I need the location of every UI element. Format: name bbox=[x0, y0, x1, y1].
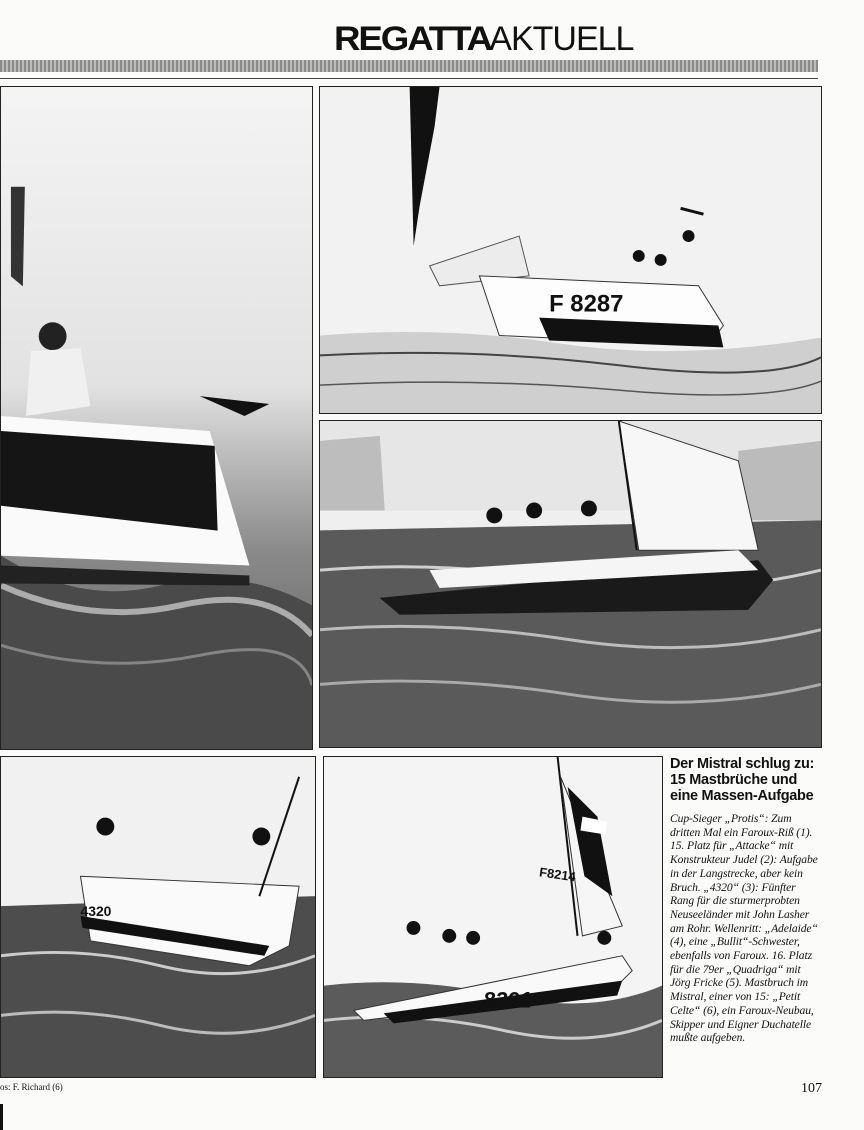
photo-bottom-center bbox=[323, 756, 663, 1078]
sail-number-f8214: F8214 bbox=[538, 864, 577, 885]
page-number: 107 bbox=[801, 1081, 822, 1096]
photo-bottom-left bbox=[0, 756, 316, 1078]
section-title-bold: REGATTA bbox=[334, 20, 491, 58]
header-rule bbox=[0, 78, 818, 79]
header-band bbox=[0, 60, 818, 72]
photo-middle-right bbox=[319, 420, 822, 748]
magazine-section-title bbox=[334, 20, 633, 60]
caption-headline: Der Mistral schlug zu: 15 Mastbrüche und eine Massen-Aufgabe bbox=[670, 756, 815, 804]
binding-mark bbox=[0, 1104, 3, 1130]
sail-number-f8287: F 8287 bbox=[549, 290, 624, 318]
caption-text: Cup-Sieger „Protis“: Zum dritten Mal ein Faroux-Riß (1). 15. Platz für „Attacke“ mit Konstrukteur Judel (2): Aufgabe in der Langstrecke, aber kein Bruch. „4320“ (3): Fünfter Rang für die sturmerprobten Neuseeländer mit John Lasher am Rohr. Wellenritt: „Adelaide“ (4), eine „Bullit“-Schwester, ebenfalls von Faroux. 16. Platz für die 79er „Quadriga“ mit Jörg Fricke (5). Mastbruch im Mistral, einer von 15: „Petit Celte“ (6), ein Faroux-Neubau, Skipper und Eigner Duchatelle mußte aufgeben. bbox=[670, 812, 818, 1045]
photo-top-right bbox=[319, 86, 822, 414]
photo-credit: os: F. Richard (6) bbox=[0, 1082, 63, 1092]
hull-number-8291: 8291 bbox=[483, 987, 532, 1013]
photo-caption bbox=[670, 756, 820, 1078]
photo-large-left bbox=[0, 86, 313, 750]
hull-number-4320: 4320 bbox=[80, 903, 112, 920]
section-title-light: AKTUELL bbox=[489, 20, 634, 58]
